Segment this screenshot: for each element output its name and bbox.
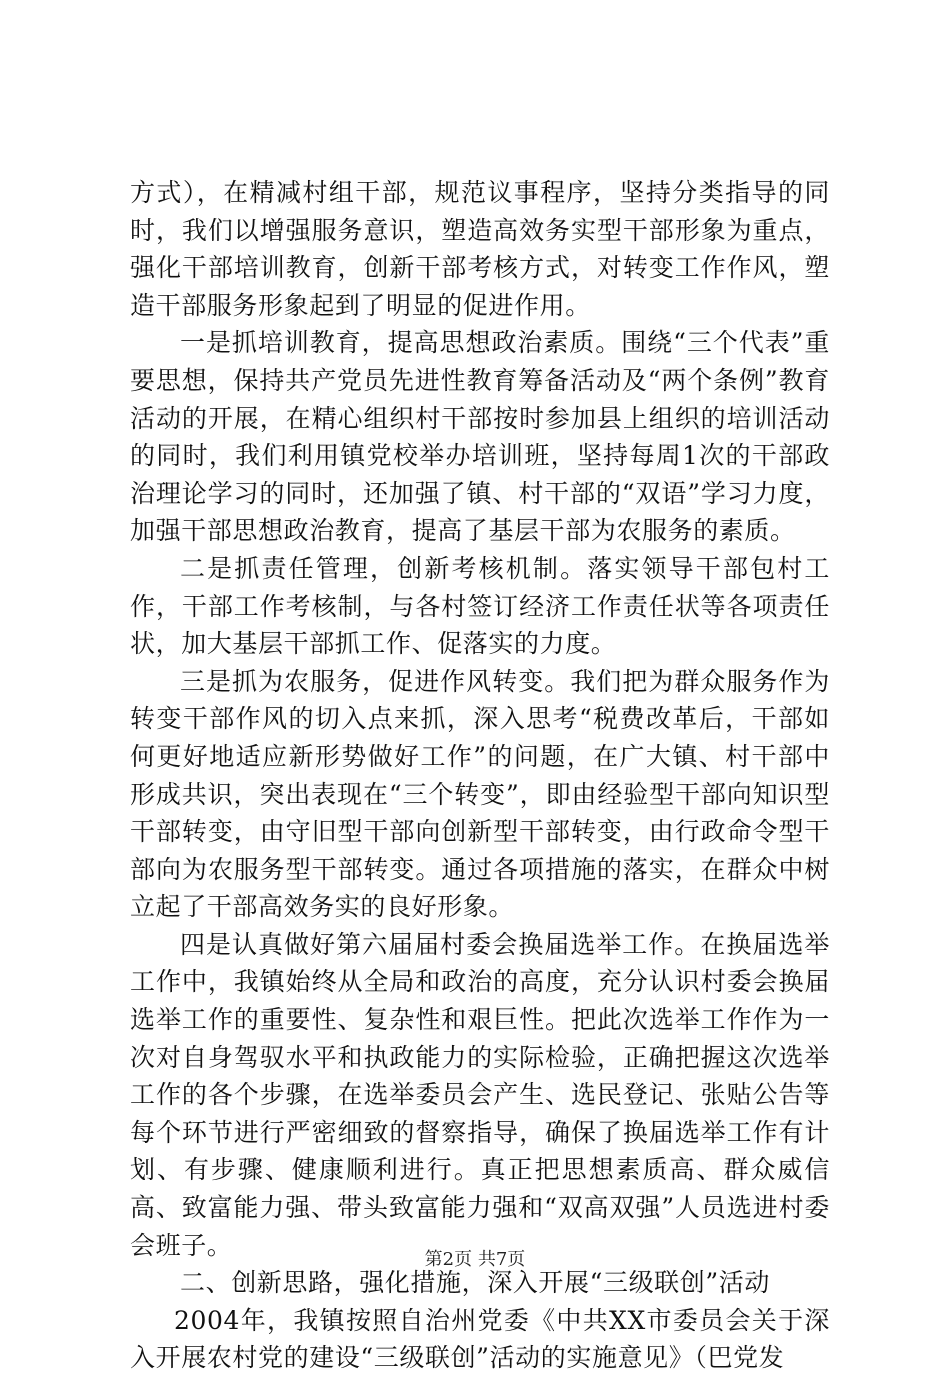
paragraph-intro-continuation: 方式），在精减村组干部，规范议事程序，坚持分类指导的同时，我们以增强服务意识，塑造高效务实型干部形象为重点，强化干部培训教育，创新干部考核方式，对转变工作作风，塑造干部服务形象起到了明显的促进作用。	[130, 178, 830, 320]
document-body	[130, 174, 830, 1377]
paragraph-election-work: 四是认真做好第六届届村委会换届选举工作。在换届选举工作中，我镇始终从全局和政治的高度，充分认识村委会换届选举工作的重要性、复杂性和艰巨性。把此次选举工作作为一次对自身驾驭水平和执政能力的实际检验，正确把握这次选举工作的各个步骤，在选举委员会产生、选民登记、张贴公告等每个环节进行严密细致的督察指导，确保了换届选举工作有计划、有步骤、健康顺利进行。真正把思想素质高、群众威信高、致富能力强、带头致富能力强和“双高双强”人员选进村委会班子。	[130, 929, 830, 1260]
paragraph-training-education: 一是抓培训教育，提高思想政治素质。围绕“三个代表”重要思想，保持共产党员先进性教育筹备活动及“两个条例”教育活动的开展，在精心组织村干部按时参加县上组织的培训活动的同时，我们利用镇党校举办培训班，坚持每周1次的干部政治理论学习的同时，还加强了镇、村干部的“双语”学习力度，加强干部思想政治教育，提高了基层干部为农服务的素质。	[130, 328, 830, 546]
paragraph-service-to-farmers: 三是抓为农服务，促进作风转变。我们把为群众服务作为转变干部作风的切入点来抓，深入思考“税费改革后，干部如何更好地适应新形势做好工作”的问题，在广大镇、村干部中形成共识，突出表现在“三个转变”，即由经验型干部向知识型干部转变，由守旧型干部向创新型干部转变，由行政命令型干部向为农服务型干部转变。通过各项措施的落实，在群众中树立起了干部高效务实的良好形象。	[130, 666, 830, 922]
section-heading-three-level-campaign: 二、创新思路，强化措施，深入开展“三级联创”活动	[180, 1268, 770, 1298]
page-number-footer: 第2页 共7页	[424, 1249, 526, 1270]
paragraph-2004-implementation: 2004年，我镇按照自治州党委《中共XX市委员会关于深入开展农村党的建设“三级联创”活动的实施意见》（巴党发	[130, 1305, 830, 1373]
paragraph-responsibility-management: 二是抓责任管理，创新考核机制。落实领导干部包村工作，干部工作考核制，与各村签订经济工作责任状等各项责任状，加大基层干部抓工作、促落实的力度。	[130, 553, 830, 659]
